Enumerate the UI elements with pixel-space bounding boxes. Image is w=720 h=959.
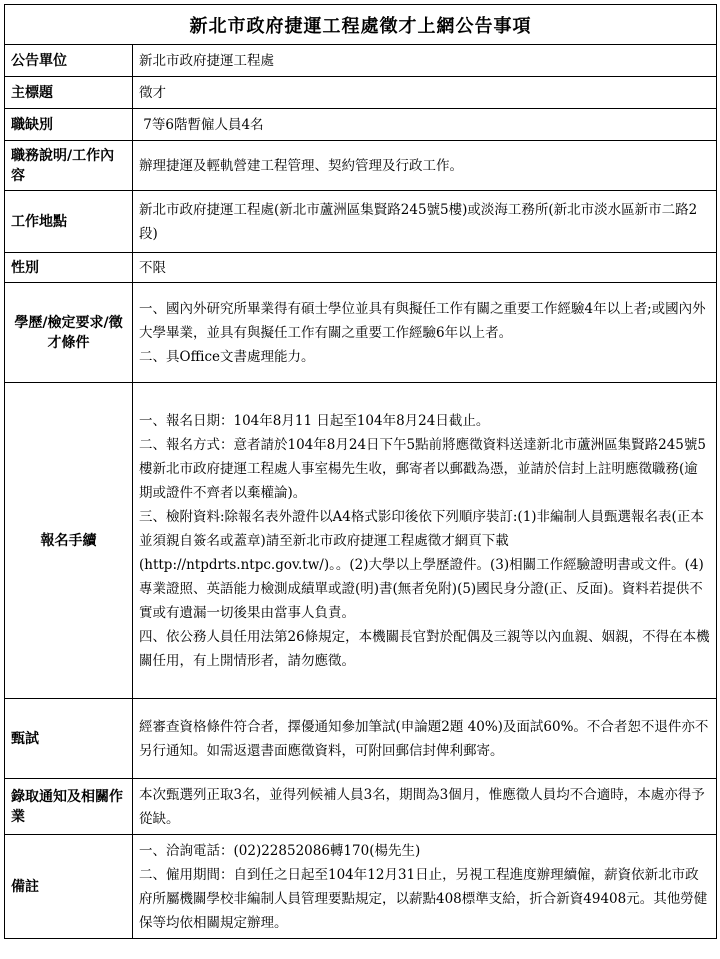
value-line: 三、檢附資料:除報名表外證件以A4格式影印後依下列順序裝訂:(1)非編制人員甄選報名表(正本並須親自簽名或蓋章)請至新北市政府捷運工程處徵才網頁下載(http://ntpdrts.ntpc.gov.tw/)。。(2)大學以上學歷證件。(3)相關工作經驗證明書或文件。(4)專業證照、英語能力檢測成績單或證(明)書(無者免附)(5)國民身分證(正、反面)。資料若提供不實或有遺漏一切後果由當事人負責。 <box>139 508 704 621</box>
value-duties <box>133 141 717 191</box>
row-application <box>5 383 717 699</box>
label-main-title: 主標題 <box>5 77 133 109</box>
row-unit <box>5 45 717 77</box>
value-line: 徵才 <box>139 84 166 101</box>
value-line: 7等6階暫僱人員4名 <box>139 116 264 133</box>
label-unit: 公告單位 <box>5 45 133 77</box>
value-application <box>133 383 717 699</box>
label-location: 工作地點 <box>5 191 133 253</box>
value-line: 二、僱用期間：自到任之日起至104年12月31日止，另視工程進度辦理續僱，薪資依新北市政府所屬機關學校非編制人員管理要點規定，以薪點408標準支給，折合新資49408元。其他勞健保等均依相關規定辦理。 <box>139 866 708 931</box>
value-line: 新北市政府捷運工程處 <box>139 52 274 69</box>
value-line: 二、報名方式：意者請於104年8月24日下午5點前將應徵資料送達新北市蘆洲區集賢路245號5樓新北市政府捷運工程處人事室楊先生收，郵寄者以郵戳為憑，並請於信封上註明應徵職務(逾期或證件不齊者以棄權論)。 <box>139 436 706 501</box>
value-remarks <box>133 835 717 939</box>
label-admission: 錄取通知及相關作業 <box>5 779 133 835</box>
row-gender <box>5 253 717 283</box>
page-title: 新北市政府捷運工程處徵才上網公告事項 <box>5 5 717 45</box>
notice-table <box>4 4 717 939</box>
row-main-title <box>5 77 717 109</box>
value-line: 辦理捷運及輕軌營建工程管理、契約管理及行政工作。 <box>139 157 463 174</box>
value-admission <box>133 779 717 835</box>
value-line: 四、依公務人員任用法第26條規定，本機關長官對於配偶及三親等以內血親、姻親，不得在本機關任用，有上開情形者，請勿應徵。 <box>139 628 710 669</box>
value-line: 本次甄選列正取3名，並得列候補人員3名，期間為3個月，惟應徵人員均不合適時，本處亦得予從缺。 <box>139 786 705 827</box>
row-admission <box>5 779 717 835</box>
value-qualification <box>133 283 717 383</box>
value-unit <box>133 45 717 77</box>
value-line: 經審查資格條件符合者，擇優通知參加筆試(申論題2題 40%)及面試60%。不合者恕不退件亦不另行通知。如需返還書面應徵資料，可附回郵信封俾利郵寄。 <box>139 718 709 759</box>
value-line: 一、報名日期：104年8月11 日起至104年8月24日截止。 <box>139 412 490 429</box>
value-line: 一、洽詢電話：(02)22852086轉170(楊先生) <box>139 842 421 859</box>
label-qualification: 學歷/檢定要求/徵才條件 <box>5 283 133 383</box>
value-main-title <box>133 77 717 109</box>
row-exam <box>5 699 717 779</box>
row-vacancy <box>5 109 717 141</box>
value-location <box>133 191 717 253</box>
label-duties: 職務說明/工作內容 <box>5 141 133 191</box>
value-vacancy <box>133 109 717 141</box>
row-remarks <box>5 835 717 939</box>
label-exam: 甄試 <box>5 699 133 779</box>
label-remarks: 備註 <box>5 835 133 939</box>
row-location <box>5 191 717 253</box>
value-exam <box>133 699 717 779</box>
value-line: 二、具Office文書處理能力。 <box>139 348 315 365</box>
label-gender: 性別 <box>5 253 133 283</box>
row-qualification <box>5 283 717 383</box>
title-row <box>5 5 717 45</box>
value-line: 新北市政府捷運工程處(新北市蘆洲區集賢路245號5樓)或淡海工務所(新北市淡水區新市二路2段) <box>139 201 698 242</box>
row-duties <box>5 141 717 191</box>
value-gender <box>133 253 717 283</box>
label-vacancy: 職缺別 <box>5 109 133 141</box>
value-line: 一、國內外研究所畢業得有碩士學位並具有與擬任工作有關之重要工作經驗4年以上者;或國內外大學畢業，並具有與擬任工作有關之重要工作經驗6年以上者。 <box>139 300 706 341</box>
label-application: 報名手續 <box>5 383 133 699</box>
value-line: 不限 <box>139 259 166 276</box>
